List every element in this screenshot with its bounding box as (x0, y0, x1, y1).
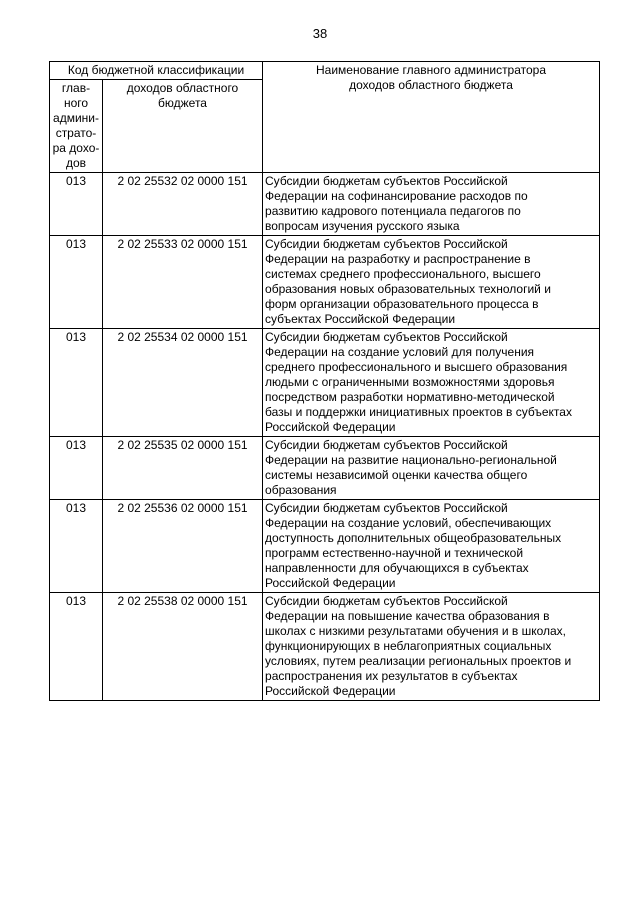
header-administrator-name: Наименование главного администратора доходов областного бюджета (263, 62, 600, 173)
table-body (50, 173, 600, 701)
budget-classification-table (49, 61, 600, 701)
table-row (50, 236, 600, 329)
income-code-cell: 2 02 25533 02 0000 151 (103, 236, 263, 329)
revenue-name-cell: Субсидии бюджетам субъектов Российской Федерации на создание условий, обеспечивающих доступность дополнительных общеобразовательных программ естественно-научной и технической направленности для обучающихся в субъектах Российской Федерации (263, 500, 600, 593)
header-main-administrator: глав- ного админи- страто- ра дохо- дов (50, 80, 103, 173)
table-row (50, 500, 600, 593)
header-regional-budget-income: доходов областного бюджета (103, 80, 263, 173)
income-code-cell: 2 02 25535 02 0000 151 (103, 437, 263, 500)
page-number: 38 (312, 26, 328, 41)
admin-code-cell: 013 (50, 329, 103, 437)
table-row (50, 329, 600, 437)
table-row (50, 437, 600, 500)
table-header (50, 62, 600, 173)
revenue-name-cell: Субсидии бюджетам субъектов Российской Федерации на повышение качества образования в школах с низкими результатами обучения и в школах, функционирующих в неблагоприятных социальных условиях, путем реализации региональных проектов и распространения их результатов в субъектах Российской Федерации (263, 593, 600, 701)
income-code-cell: 2 02 25534 02 0000 151 (103, 329, 263, 437)
revenue-name-cell: Субсидии бюджетам субъектов Российской Федерации на софинансирование расходов по развитию кадрового потенциала педагогов по вопросам изучения русского языка (263, 173, 600, 236)
income-code-cell: 2 02 25532 02 0000 151 (103, 173, 263, 236)
table-row (50, 593, 600, 701)
table-row (50, 173, 600, 236)
admin-code-cell: 013 (50, 500, 103, 593)
revenue-name-cell: Субсидии бюджетам субъектов Российской Федерации на создание условий для получения среднего профессионального и высшего образования людьми с ограниченными возможностями здоровья посредством разработки нормативно-методической базы и поддержки инициативных проектов в субъектах Российской Федерации (263, 329, 600, 437)
revenue-name-cell: Субсидии бюджетам субъектов Российской Федерации на разработку и распространение в системах среднего профессионального, высшего образования новых образовательных технологий и форм организации образовательного процесса в субъектах Российской Федерации (263, 236, 600, 329)
header-budget-classification-code: Код бюджетной классификации (50, 62, 263, 80)
admin-code-cell: 013 (50, 236, 103, 329)
admin-code-cell: 013 (50, 173, 103, 236)
admin-code-cell: 013 (50, 437, 103, 500)
revenue-name-cell: Субсидии бюджетам субъектов Российской Федерации на развитие национально-региональной системы независимой оценки качества общего образования (263, 437, 600, 500)
income-code-cell: 2 02 25536 02 0000 151 (103, 500, 263, 593)
income-code-cell: 2 02 25538 02 0000 151 (103, 593, 263, 701)
admin-code-cell: 013 (50, 593, 103, 701)
